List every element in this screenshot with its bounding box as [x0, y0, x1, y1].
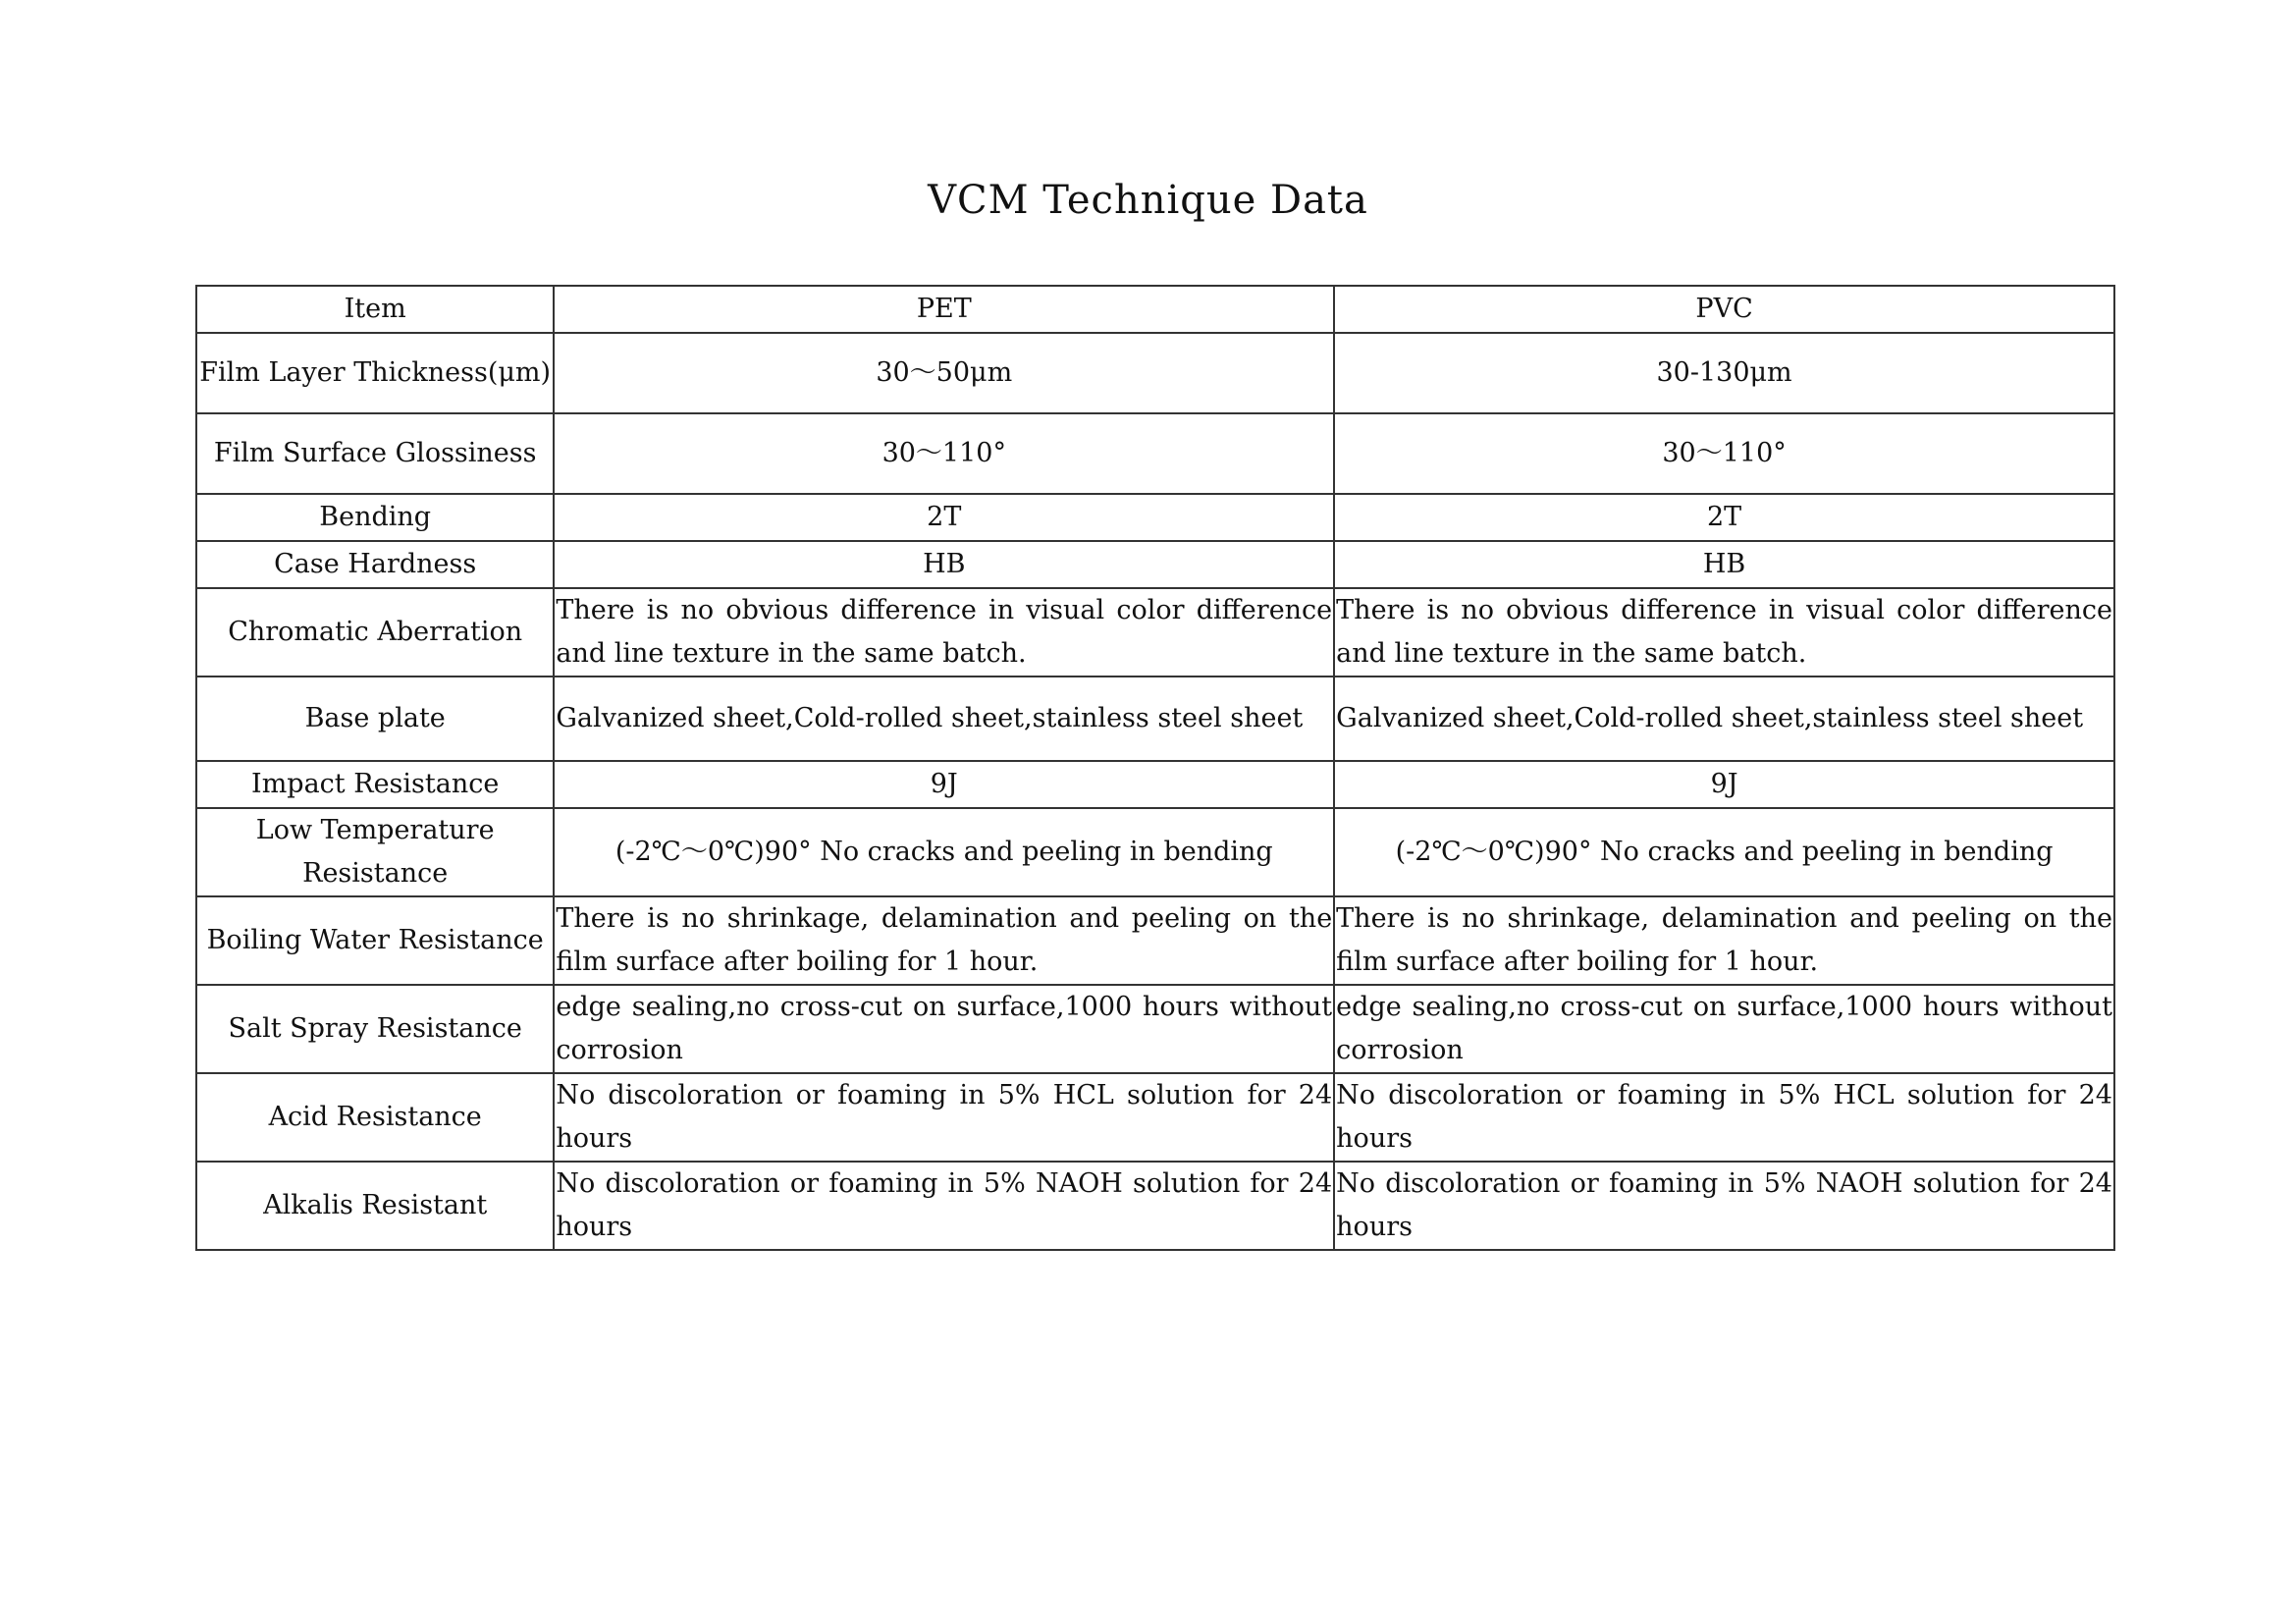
row-pet-value: edge sealing,no cross-cut on surface,1000 hours without corrosion: [554, 985, 1334, 1073]
row-pvc-value: 2T: [1334, 494, 2114, 541]
row-pvc-value: There is no shrinkage, delamination and peeling on the film surface after boiling for 1 hour.: [1334, 896, 2114, 985]
table-row: [196, 541, 2114, 588]
row-pvc-value: 30～110°: [1334, 413, 2114, 494]
row-pet-value: 2T: [554, 494, 1334, 541]
table-row: [196, 896, 2114, 985]
row-pet-value: No discoloration or foaming in 5% NAOH solution for 24 hours: [554, 1162, 1334, 1250]
row-item: Impact Resistance: [196, 761, 554, 808]
row-pvc-value: No discoloration or foaming in 5% HCL solution for 24 hours: [1334, 1073, 2114, 1162]
row-item: Low Temperature Resistance: [196, 808, 554, 896]
row-pet-value: No discoloration or foaming in 5% HCL solution for 24 hours: [554, 1073, 1334, 1162]
table-header-row: [196, 286, 2114, 333]
row-pvc-value: (-2℃～0℃)90° No cracks and peeling in bending: [1334, 808, 2114, 896]
row-pet-value: There is no obvious difference in visual color difference and line texture in the same batch.: [554, 588, 1334, 677]
row-item: Film Layer Thickness(μm): [196, 333, 554, 413]
row-pet-value: HB: [554, 541, 1334, 588]
header-item: Item: [196, 286, 554, 333]
row-pet-value: There is no shrinkage, delamination and peeling on the film surface after boiling for 1 hour.: [554, 896, 1334, 985]
table-row: [196, 985, 2114, 1073]
row-item: Alkalis Resistant: [196, 1162, 554, 1250]
row-pet-value: 30～110°: [554, 413, 1334, 494]
row-pvc-value: edge sealing,no cross-cut on surface,1000 hours without corrosion: [1334, 985, 2114, 1073]
technique-data-table: [195, 285, 2115, 1251]
row-item: Bending: [196, 494, 554, 541]
page-title: VCM Technique Data: [928, 178, 1368, 223]
table-row: [196, 677, 2114, 761]
table-row: [196, 761, 2114, 808]
table-row: [196, 413, 2114, 494]
table-row: [196, 588, 2114, 677]
table-row: [196, 808, 2114, 896]
table-row: [196, 1073, 2114, 1162]
row-item: Case Hardness: [196, 541, 554, 588]
row-item: Chromatic Aberration: [196, 588, 554, 677]
row-item: Salt Spray Resistance: [196, 985, 554, 1073]
row-item: Base plate: [196, 677, 554, 761]
header-pet: PET: [554, 286, 1334, 333]
row-item: Boiling Water Resistance: [196, 896, 554, 985]
table-row: [196, 333, 2114, 413]
header-pvc: PVC: [1334, 286, 2114, 333]
row-pet-value: (-2℃～0℃)90° No cracks and peeling in bending: [554, 808, 1334, 896]
table-row: [196, 494, 2114, 541]
row-pvc-value: There is no obvious difference in visual color difference and line texture in the same batch.: [1334, 588, 2114, 677]
row-pet-value: 9J: [554, 761, 1334, 808]
table-row: [196, 1162, 2114, 1250]
row-pvc-value: 30-130μm: [1334, 333, 2114, 413]
row-pvc-value: 9J: [1334, 761, 2114, 808]
row-pet-value: 30～50μm: [554, 333, 1334, 413]
row-item: Acid Resistance: [196, 1073, 554, 1162]
row-item: Film Surface Glossiness: [196, 413, 554, 494]
row-pvc-value: No discoloration or foaming in 5% NAOH solution for 24 hours: [1334, 1162, 2114, 1250]
row-pet-value: Galvanized sheet,Cold-rolled sheet,stainless steel sheet: [554, 677, 1334, 761]
row-pvc-value: HB: [1334, 541, 2114, 588]
row-pvc-value: Galvanized sheet,Cold-rolled sheet,stainless steel sheet: [1334, 677, 2114, 761]
